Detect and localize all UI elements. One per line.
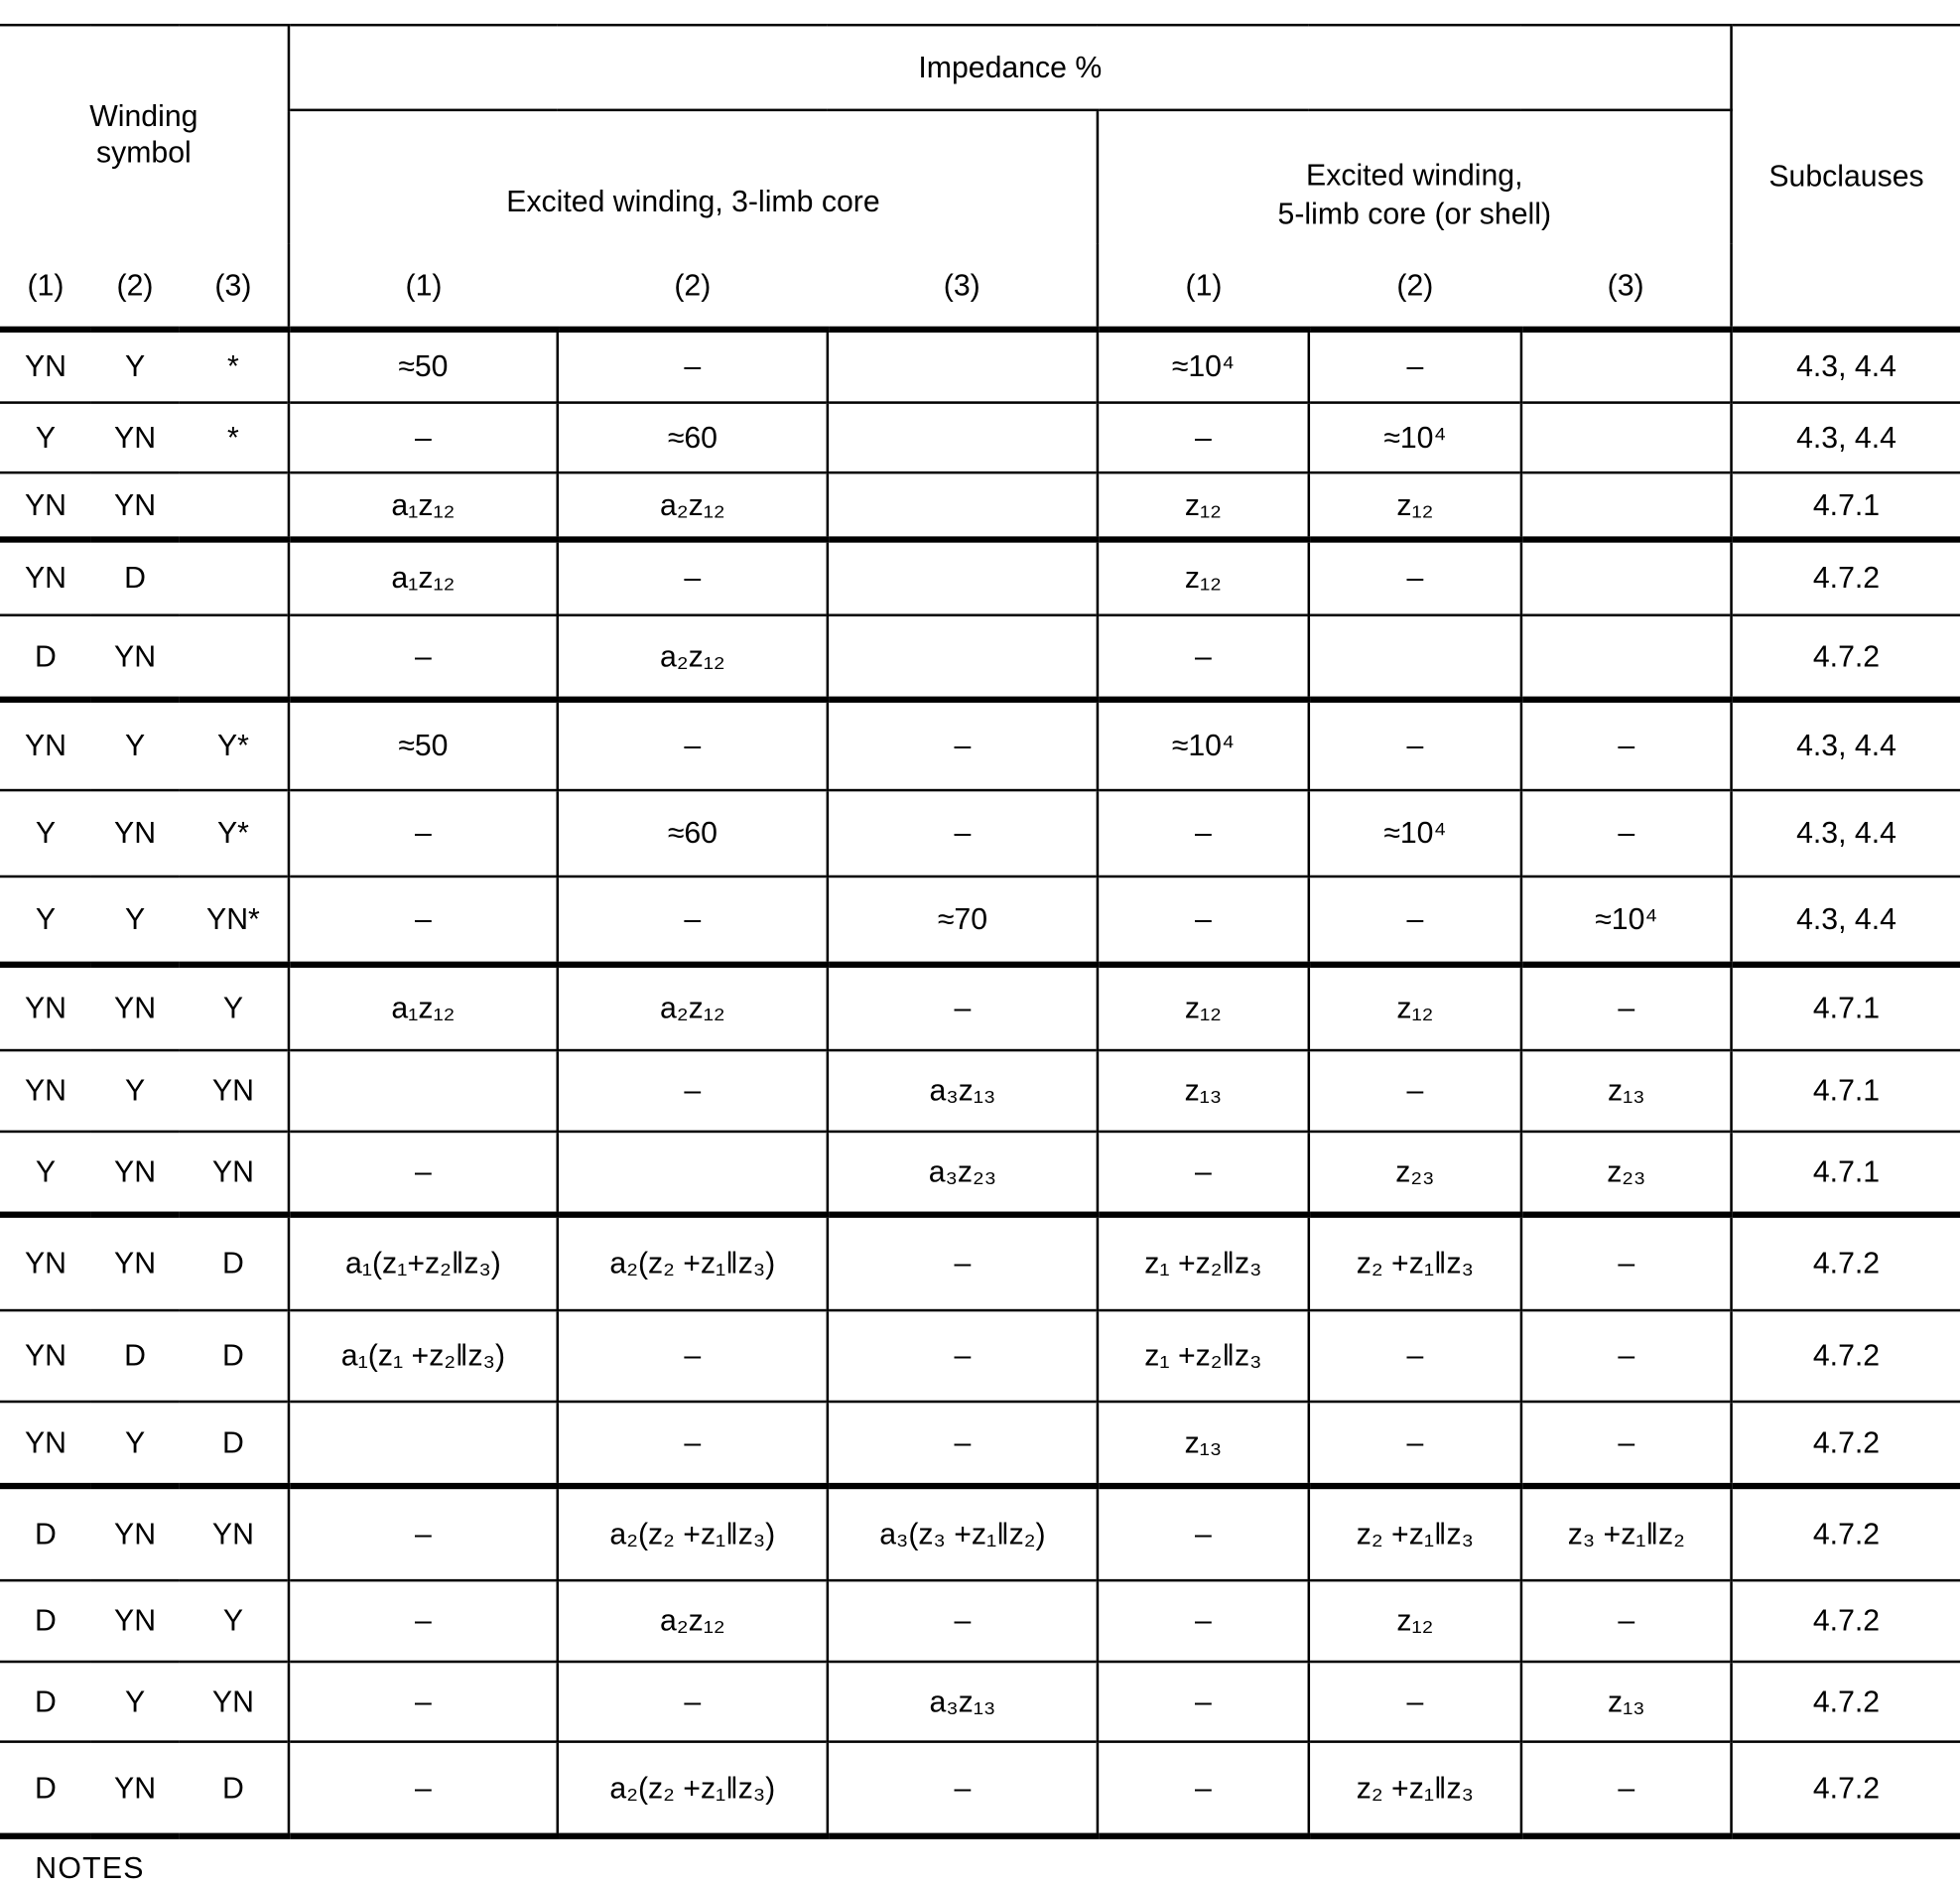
subclause-cell: 4.7.2 bbox=[1732, 1402, 1960, 1486]
limb5-impedance-cell: – bbox=[1098, 1580, 1309, 1662]
winding-symbol-cell: YN bbox=[0, 472, 91, 539]
limb3-impedance-cell: a₃(z₃ +z₁‖z₂) bbox=[828, 1486, 1098, 1580]
limb3-impedance-cell: – bbox=[558, 876, 828, 965]
limb3-impedance-cell: – bbox=[289, 1662, 558, 1742]
limb5-impedance-cell: – bbox=[1309, 1310, 1521, 1402]
subclause-cell: 4.7.2 bbox=[1732, 1486, 1960, 1580]
limb5-impedance-cell: z₁₃ bbox=[1521, 1662, 1732, 1742]
winding-symbol-cell: Y bbox=[91, 700, 179, 790]
subclause-cell: 4.7.2 bbox=[1732, 1662, 1960, 1742]
table-row bbox=[0, 615, 1960, 700]
winding-symbol-cell: YN bbox=[91, 790, 179, 876]
winding-symbol-cell: YN bbox=[179, 1662, 289, 1742]
limb3-impedance-cell: – bbox=[828, 790, 1098, 876]
impedance-table bbox=[0, 24, 1960, 1839]
winding-symbol-cell: YN bbox=[0, 1050, 91, 1132]
subclause-cell: 4.3, 4.4 bbox=[1732, 403, 1960, 473]
winding-symbol-cell bbox=[179, 540, 289, 615]
subclause-cell: 4.3, 4.4 bbox=[1732, 330, 1960, 403]
winding-symbol-cell: YN bbox=[0, 700, 91, 790]
winding-symbol-cell: Y* bbox=[179, 790, 289, 876]
subclause-cell: 4.7.1 bbox=[1732, 1050, 1960, 1132]
limb5-sub-label: (3) bbox=[1607, 268, 1644, 303]
winding-symbol-cell: YN bbox=[0, 1310, 91, 1402]
limb5-impedance-cell: – bbox=[1098, 403, 1309, 473]
winding-symbol-cell: D bbox=[0, 1486, 91, 1580]
limb3-impedance-cell: a₂(z₂ +z₁‖z₃) bbox=[558, 1742, 828, 1836]
winding-symbol-cell: Y bbox=[91, 1402, 179, 1486]
limb3-impedance-cell: a₃z₂₃ bbox=[828, 1132, 1098, 1215]
winding-symbol-cell: YN bbox=[179, 1132, 289, 1215]
limb3-impedance-cell: – bbox=[828, 1580, 1098, 1662]
winding-symbol-cell: D bbox=[179, 1402, 289, 1486]
winding-symbol-cell: YN bbox=[0, 540, 91, 615]
limb3-impedance-cell bbox=[289, 1402, 558, 1486]
limb3-impedance-cell: ≈50 bbox=[289, 330, 558, 403]
limb5-impedance-cell: z₃ +z₁‖z₂ bbox=[1521, 1486, 1732, 1580]
limb5-impedance-cell: – bbox=[1521, 965, 1732, 1050]
limb5-sub-label: (2) bbox=[1396, 268, 1434, 303]
limb3-impedance-cell: – bbox=[289, 1580, 558, 1662]
limb5-impedance-cell: z₁₂ bbox=[1309, 1580, 1521, 1662]
limb3-impedance-cell: – bbox=[558, 330, 828, 403]
winding-symbol-header: Winding symbol bbox=[0, 25, 289, 243]
limb3-sub-label: (1) bbox=[289, 244, 558, 330]
winding-symbol-cell: YN bbox=[91, 472, 179, 539]
winding-symbol-cell: Y* bbox=[179, 700, 289, 790]
subclause-cell: 4.3, 4.4 bbox=[1732, 700, 1960, 790]
limb5-impedance-cell: – bbox=[1521, 700, 1732, 790]
winding-symbol-cell: Y bbox=[179, 965, 289, 1050]
limb5-impedance-cell: – bbox=[1098, 1742, 1309, 1836]
limb5-impedance-cell: z₁₃ bbox=[1521, 1050, 1732, 1132]
winding-symbol-cell: YN bbox=[91, 1580, 179, 1662]
winding-symbol-cell: YN bbox=[91, 615, 179, 700]
limb5-impedance-cell bbox=[1521, 540, 1732, 615]
limb3-impedance-cell: a₁(z₁ +z₂‖z₃) bbox=[289, 1310, 558, 1402]
winding-symbol-cell: Y bbox=[0, 1132, 91, 1215]
limb3-impedance-cell bbox=[828, 540, 1098, 615]
limb3-impedance-cell bbox=[828, 615, 1098, 700]
limb5-impedance-cell: ≈10⁴ bbox=[1309, 790, 1521, 876]
limb5-impedance-cell: z₂₃ bbox=[1521, 1132, 1732, 1215]
limb5-impedance-cell: ≈10⁴ bbox=[1309, 403, 1521, 473]
limb5-impedance-cell bbox=[1521, 403, 1732, 473]
winding-symbol-cell: YN bbox=[0, 965, 91, 1050]
limb3-impedance-cell: – bbox=[289, 1742, 558, 1836]
subclause-cell: 4.7.2 bbox=[1732, 1310, 1960, 1402]
limb3-impedance-cell: – bbox=[558, 1050, 828, 1132]
limb3-sub-label: (2) bbox=[674, 268, 712, 303]
limb5-impedance-cell: z₂₃ bbox=[1309, 1132, 1521, 1215]
winding-symbol-cell: YN bbox=[91, 403, 179, 473]
winding-symbol-cell: YN bbox=[91, 1486, 179, 1580]
limb3-impedance-cell: a₃z₁₃ bbox=[828, 1662, 1098, 1742]
winding-sub-label: (3) bbox=[214, 268, 252, 303]
winding-symbol-cell: D bbox=[91, 1310, 179, 1402]
limb5-impedance-cell: z₁₂ bbox=[1098, 965, 1309, 1050]
limb3-impedance-cell: – bbox=[558, 540, 828, 615]
limb5-impedance-cell: z₂ +z₁‖z₃ bbox=[1309, 1486, 1521, 1580]
limb5-impedance-cell: z₂ +z₁‖z₃ bbox=[1309, 1215, 1521, 1310]
limb5-impedance-cell: z₁ +z₂‖z₃ bbox=[1098, 1215, 1309, 1310]
limb3-impedance-cell: – bbox=[558, 700, 828, 790]
winding-symbol-cell: YN bbox=[0, 330, 91, 403]
table-row bbox=[0, 1050, 1960, 1132]
winding-symbol-cell: Y bbox=[91, 876, 179, 965]
limb5-impedance-cell: z₁₂ bbox=[1098, 540, 1309, 615]
limb5-impedance-cell: z₁₂ bbox=[1309, 965, 1521, 1050]
limb5-impedance-cell: – bbox=[1309, 1402, 1521, 1486]
winding-symbol-cell: D bbox=[179, 1742, 289, 1836]
winding-symbol-cell: Y bbox=[91, 1662, 179, 1742]
limb5-impedance-cell: ≈10⁴ bbox=[1098, 700, 1309, 790]
limb3-impedance-cell: ≈60 bbox=[558, 790, 828, 876]
limb5-impedance-cell: – bbox=[1521, 790, 1732, 876]
limb5-impedance-cell: – bbox=[1098, 1132, 1309, 1215]
limb5-impedance-cell: – bbox=[1098, 1486, 1309, 1580]
table-row bbox=[0, 1662, 1960, 1742]
table-row bbox=[0, 540, 1960, 615]
limb3-impedance-cell: – bbox=[828, 965, 1098, 1050]
limb5-impedance-cell: – bbox=[1309, 1050, 1521, 1132]
limb3-impedance-cell bbox=[558, 1132, 828, 1215]
limb5-impedance-cell: ≈10⁴ bbox=[1521, 876, 1732, 965]
limb5-impedance-cell: – bbox=[1309, 330, 1521, 403]
winding-symbol-cell: Y bbox=[91, 1050, 179, 1132]
subclause-cell: 4.7.2 bbox=[1732, 615, 1960, 700]
subclause-cell: 4.3, 4.4 bbox=[1732, 790, 1960, 876]
limb5-impedance-cell: z₁₂ bbox=[1309, 472, 1521, 539]
limb5-impedance-cell: – bbox=[1521, 1742, 1732, 1836]
limb3-impedance-cell bbox=[289, 1050, 558, 1132]
winding-symbol-cell: YN bbox=[91, 1742, 179, 1836]
table-row bbox=[0, 403, 1960, 473]
winding-symbol-cell: * bbox=[179, 330, 289, 403]
limb5-impedance-cell: – bbox=[1309, 540, 1521, 615]
table-row bbox=[0, 472, 1960, 539]
limb5-impedance-cell: – bbox=[1521, 1215, 1732, 1310]
winding-symbol-cell: D bbox=[0, 1742, 91, 1836]
table-row bbox=[0, 1580, 1960, 1662]
limb3-impedance-cell bbox=[828, 403, 1098, 473]
winding-sub-label: (1) bbox=[27, 268, 65, 303]
winding-symbol-cell: * bbox=[179, 403, 289, 473]
limb3-impedance-cell: – bbox=[828, 1742, 1098, 1836]
limb3-impedance-cell: ≈50 bbox=[289, 700, 558, 790]
limb3-impedance-cell: ≈70 bbox=[828, 876, 1098, 965]
table-row bbox=[0, 790, 1960, 876]
winding-symbol-cell: YN bbox=[179, 1050, 289, 1132]
winding-symbol-cell bbox=[179, 615, 289, 700]
limb3-impedance-cell: – bbox=[289, 1132, 558, 1215]
limb5-impedance-cell: – bbox=[1309, 700, 1521, 790]
limb3-impedance-cell: – bbox=[828, 1310, 1098, 1402]
subclause-cell: 4.7.1 bbox=[1732, 965, 1960, 1050]
limb3-impedance-cell: a₂z₁₂ bbox=[558, 472, 828, 539]
limb5-impedance-cell: – bbox=[1521, 1310, 1732, 1402]
limb3-impedance-cell: – bbox=[828, 1215, 1098, 1310]
limb3-impedance-cell: a₂z₁₂ bbox=[558, 1580, 828, 1662]
winding-symbol-cell: Y bbox=[0, 790, 91, 876]
limb5-impedance-cell: – bbox=[1521, 1580, 1732, 1662]
limb5-impedance-cell: – bbox=[1098, 1662, 1309, 1742]
limb3-impedance-cell: – bbox=[289, 790, 558, 876]
limb3-impedance-cell: a₁(z₁+z₂‖z₃) bbox=[289, 1215, 558, 1310]
table-row bbox=[0, 876, 1960, 965]
limb5-impedance-cell bbox=[1521, 330, 1732, 403]
subclause-cell: 4.7.2 bbox=[1732, 1742, 1960, 1836]
limb3-impedance-cell: – bbox=[289, 403, 558, 473]
subclause-cell: 4.7.2 bbox=[1732, 1215, 1960, 1310]
winding-symbol-cell: YN bbox=[0, 1215, 91, 1310]
limb3-impedance-cell: ≈60 bbox=[558, 403, 828, 473]
group-5-limb-header: Excited winding, 5-limb core (or shell) bbox=[1098, 110, 1732, 244]
winding-symbol-cell: Y bbox=[0, 876, 91, 965]
limb5-impedance-cell: – bbox=[1309, 876, 1521, 965]
limb3-impedance-cell: a₂(z₂ +z₁‖z₃) bbox=[558, 1486, 828, 1580]
limb5-impedance-cell: – bbox=[1098, 790, 1309, 876]
winding-symbol-cell: D bbox=[179, 1310, 289, 1402]
winding-symbol-cell: Y bbox=[179, 1580, 289, 1662]
notes-heading: NOTES bbox=[35, 1851, 145, 1886]
table-row bbox=[0, 1486, 1960, 1580]
limb5-impedance-cell: ≈10⁴ bbox=[1098, 330, 1309, 403]
winding-symbol-cell: YN* bbox=[179, 876, 289, 965]
winding-symbol-cell: YN bbox=[91, 1132, 179, 1215]
table-row bbox=[0, 1132, 1960, 1215]
impedance-header: Impedance % bbox=[289, 25, 1732, 110]
limb3-sub-label: (3) bbox=[943, 268, 980, 303]
winding-symbol-cell: Y bbox=[0, 403, 91, 473]
limb5-impedance-cell: z₁ +z₂‖z₃ bbox=[1098, 1310, 1309, 1402]
winding-symbol-cell: D bbox=[0, 615, 91, 700]
limb3-impedance-cell: a₂(z₂ +z₁‖z₃) bbox=[558, 1215, 828, 1310]
limb5-impedance-cell: – bbox=[1098, 876, 1309, 965]
limb3-impedance-cell bbox=[828, 472, 1098, 539]
subclause-cell: 4.3, 4.4 bbox=[1732, 876, 1960, 965]
winding-symbol-cell bbox=[179, 472, 289, 539]
limb5-impedance-cell: – bbox=[1309, 1662, 1521, 1742]
winding-symbol-cell: YN bbox=[0, 1402, 91, 1486]
limb5-impedance-cell: z₁₂ bbox=[1098, 472, 1309, 539]
winding-symbol-cell: D bbox=[0, 1662, 91, 1742]
limb5-impedance-cell: z₁₃ bbox=[1098, 1402, 1309, 1486]
table-row bbox=[0, 1310, 1960, 1402]
limb5-impedance-cell: z₁₃ bbox=[1098, 1050, 1309, 1132]
limb3-impedance-cell: – bbox=[289, 876, 558, 965]
limb5-impedance-cell: – bbox=[1098, 615, 1309, 700]
limb3-impedance-cell: – bbox=[558, 1310, 828, 1402]
table-row bbox=[0, 330, 1960, 403]
winding-symbol-cell: YN bbox=[179, 1486, 289, 1580]
winding-symbol-cell: D bbox=[91, 540, 179, 615]
winding-symbol-cell: Y bbox=[91, 330, 179, 403]
winding-symbol-cell: YN bbox=[91, 965, 179, 1050]
subclause-cell: 4.7.2 bbox=[1732, 540, 1960, 615]
limb5-impedance-cell bbox=[1521, 472, 1732, 539]
limb3-impedance-cell: – bbox=[289, 1486, 558, 1580]
table-row bbox=[0, 1215, 1960, 1310]
table-row bbox=[0, 965, 1960, 1050]
limb5-impedance-cell: z₂ +z₁‖z₃ bbox=[1309, 1742, 1521, 1836]
table-row bbox=[0, 1742, 1960, 1836]
limb5-sub-label: (1) bbox=[1098, 244, 1309, 330]
limb3-impedance-cell: a₂z₁₂ bbox=[558, 965, 828, 1050]
limb3-impedance-cell: – bbox=[558, 1662, 828, 1742]
subclause-cell: 4.7.2 bbox=[1732, 1580, 1960, 1662]
group-3-limb-header: Excited winding, 3-limb core bbox=[289, 110, 1098, 244]
winding-symbol-cell: D bbox=[179, 1215, 289, 1310]
limb3-impedance-cell bbox=[828, 330, 1098, 403]
subclause-cell: 4.7.1 bbox=[1732, 1132, 1960, 1215]
limb5-impedance-cell bbox=[1521, 615, 1732, 700]
limb3-impedance-cell: a₂z₁₂ bbox=[558, 615, 828, 700]
limb3-impedance-cell: a₁z₁₂ bbox=[289, 472, 558, 539]
subclause-cell: 4.7.1 bbox=[1732, 472, 1960, 539]
limb3-impedance-cell: – bbox=[558, 1402, 828, 1486]
subclauses-header: Subclauses bbox=[1732, 25, 1960, 330]
winding-sub-label: (2) bbox=[116, 268, 154, 303]
limb3-impedance-cell: a₃z₁₃ bbox=[828, 1050, 1098, 1132]
limb3-impedance-cell: – bbox=[289, 615, 558, 700]
limb3-impedance-cell: a₁z₁₂ bbox=[289, 965, 558, 1050]
limb3-impedance-cell: – bbox=[828, 700, 1098, 790]
winding-symbol-cell: D bbox=[0, 1580, 91, 1662]
table-row bbox=[0, 1402, 1960, 1486]
limb3-impedance-cell: a₁z₁₂ bbox=[289, 540, 558, 615]
table-row bbox=[0, 700, 1960, 790]
limb5-impedance-cell: – bbox=[1521, 1402, 1732, 1486]
winding-symbol-cell: YN bbox=[91, 1215, 179, 1310]
limb5-impedance-cell bbox=[1309, 615, 1521, 700]
limb3-impedance-cell: – bbox=[828, 1402, 1098, 1486]
